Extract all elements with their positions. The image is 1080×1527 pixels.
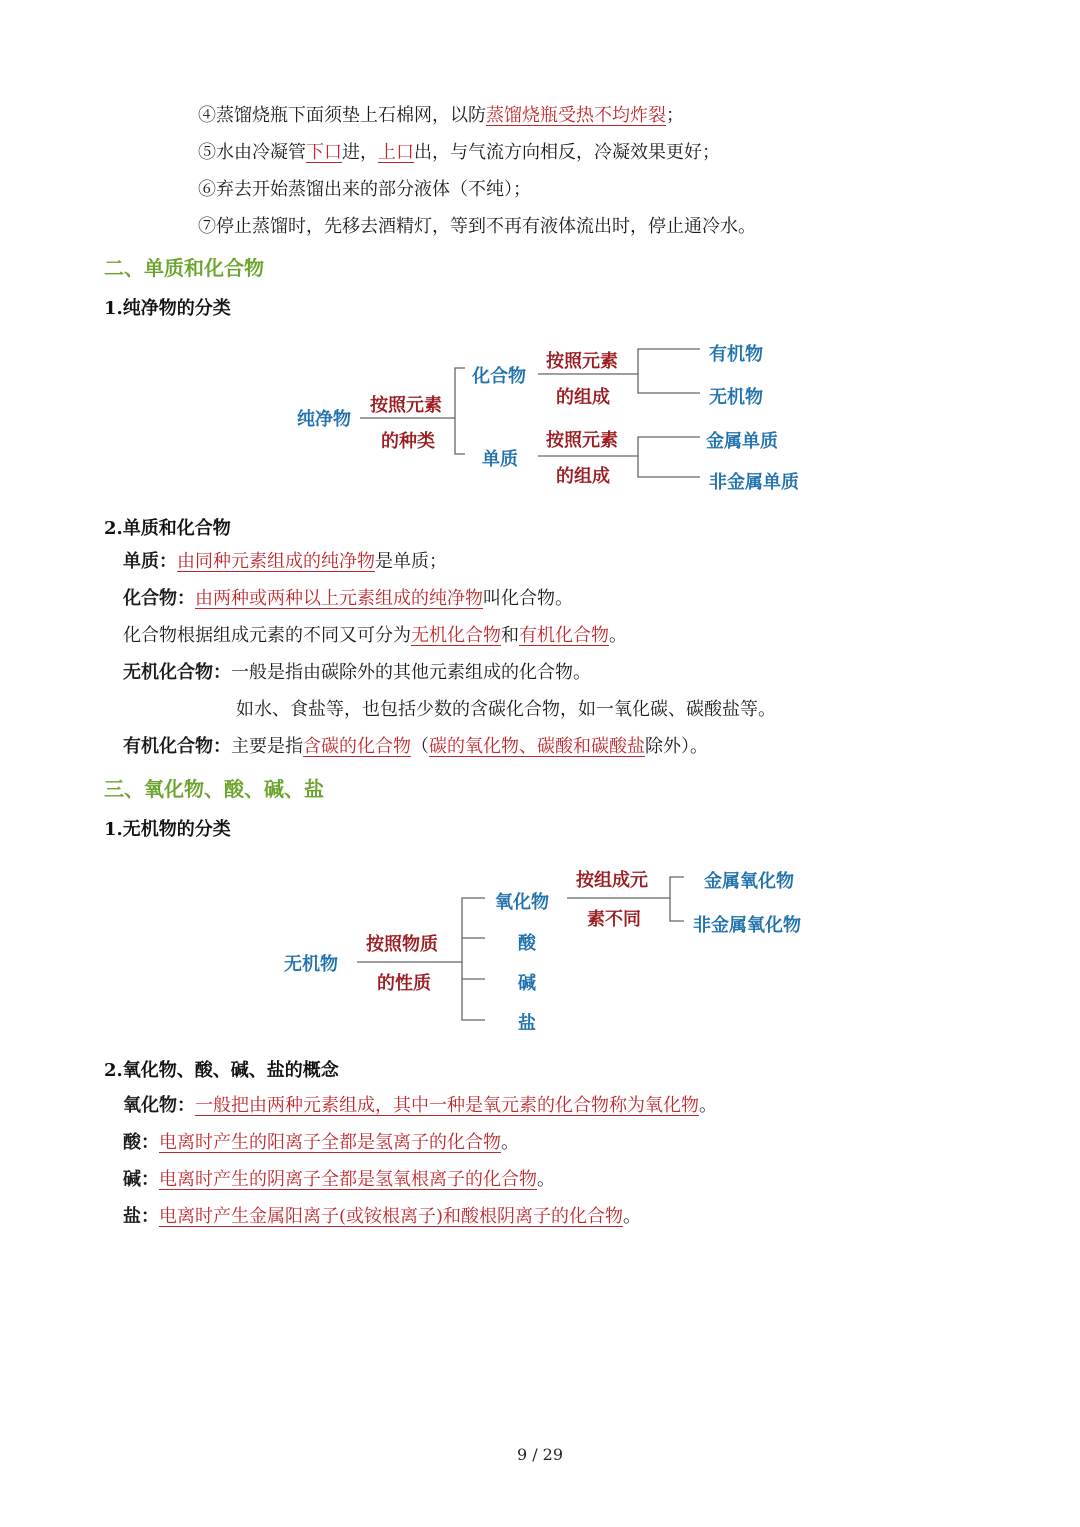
- section-3-sub1: 1.无机物的分类: [104, 819, 231, 840]
- compound-types-end: 。: [609, 625, 627, 646]
- def-acid-label: 酸：: [123, 1132, 159, 1153]
- def-oxide: [123, 1093, 717, 1119]
- step-4-key: 蒸馏烧瓶受热不均炸裂: [486, 105, 666, 126]
- step-5: [198, 140, 720, 166]
- d1-element-criteria-bottom: 的组成: [556, 466, 610, 487]
- d1-metal: 金属单质: [706, 431, 778, 452]
- def-base-key: 电离时产生的阴离子全都是氢氧根离子的化合物: [159, 1169, 537, 1190]
- d1-organic: 有机物: [709, 344, 763, 365]
- d1-criteria-top: 按照元素: [370, 395, 442, 416]
- section-2-sub2: 2.单质和化合物: [104, 518, 231, 539]
- d1-nonmetal: 非金属单质: [709, 472, 799, 493]
- compound-types: [123, 623, 627, 649]
- def-element-key: 由同种元素组成的纯净物: [177, 551, 375, 572]
- def-organic-end: 除外）。: [645, 736, 708, 757]
- def-organic-key1: 含碳的化合物: [303, 736, 411, 757]
- step-4-end: ；: [666, 105, 684, 126]
- section-2-sub1: 1.纯净物的分类: [104, 298, 231, 319]
- def-element-label: 单质：: [123, 551, 177, 572]
- def-oxide-key: 一般把由两种元素组成，其中一种是氧元素的化合物称为氧化物: [195, 1095, 699, 1116]
- def-acid: [123, 1130, 519, 1156]
- def-salt: [123, 1204, 641, 1230]
- def-element: [123, 549, 447, 575]
- d2-base: 碱: [518, 973, 536, 994]
- def-base-label: 碱：: [123, 1169, 159, 1190]
- step-5-key1: 下口: [306, 142, 342, 163]
- compound-types-key1: 无机化合物: [411, 625, 501, 646]
- d2-oxide-criteria-bottom: 素不同: [587, 909, 641, 930]
- def-inorganic-label: 无机化合物：: [123, 662, 231, 683]
- compound-types-and: 和: [501, 625, 519, 646]
- step-5-text: ⑤水由冷凝管: [198, 142, 306, 163]
- def-compound-tail: 叫化合物。: [483, 588, 573, 609]
- d1-compound: 化合物: [472, 366, 526, 387]
- d2-acid: 酸: [518, 933, 536, 954]
- section-3-title: 三、氧化物、酸、碱、盐: [104, 777, 324, 801]
- step-7: ⑦停止蒸馏时，先移去酒精灯，等到不再有液体流出时，停止通冷水。: [198, 216, 756, 237]
- d1-compound-criteria-top: 按照元素: [546, 351, 618, 372]
- def-salt-tail: 。: [623, 1206, 642, 1227]
- def-base: [123, 1167, 555, 1193]
- def-inorganic: [123, 660, 591, 686]
- def-salt-key: 电离时产生金属阳离子(或铵根离子)和酸根阴离子的化合物: [159, 1206, 624, 1227]
- step-4-text: ④蒸馏烧瓶下面须垫上石棉网，以防: [198, 105, 486, 126]
- d2-oxide-criteria-top: 按组成元: [576, 870, 648, 891]
- d1-compound-criteria-bottom: 的组成: [556, 387, 610, 408]
- step-6: ⑥弃去开始蒸馏出来的部分液体（不纯）；: [198, 179, 531, 200]
- page-number: 9 / 29: [516, 1445, 564, 1464]
- d2-nonmetal-oxide: 非金属氧化物: [693, 915, 801, 936]
- d2-criteria-top: 按照物质: [366, 934, 438, 955]
- section-2-title: 二、单质和化合物: [104, 256, 264, 280]
- def-oxide-label: 氧化物：: [123, 1095, 195, 1116]
- def-organic-key2: 碳的氧化物、碳酸和碳酸盐: [429, 736, 645, 757]
- step-5-key2: 上口: [378, 142, 414, 163]
- def-compound-key: 由两种或两种以上元素组成的纯净物: [195, 588, 483, 609]
- def-compound-label: 化合物：: [123, 588, 195, 609]
- d1-criteria-bottom: 的种类: [381, 431, 435, 452]
- def-inorganic-examples: 如水、食盐等，也包括少数的含碳化合物，如一氧化碳、碳酸盐等。: [236, 699, 776, 720]
- def-acid-key: 电离时产生的阳离子全都是氢离子的化合物: [159, 1132, 501, 1153]
- d2-salt: 盐: [518, 1013, 536, 1034]
- def-organic: [123, 734, 708, 760]
- step-4: [198, 103, 684, 129]
- section-3-sub2: 2.氧化物、酸、碱、盐的概念: [104, 1060, 339, 1081]
- def-base-tail: 。: [537, 1169, 555, 1190]
- d2-root: 无机物: [284, 954, 338, 975]
- def-organic-paren: （: [411, 736, 429, 757]
- d2-metal-oxide: 金属氧化物: [704, 871, 794, 892]
- step-5-end: 出，与气流方向相反，冷凝效果更好；: [414, 142, 720, 163]
- d2-criteria-bottom: 的性质: [377, 973, 431, 994]
- d1-element: 单质: [482, 449, 518, 470]
- def-compound: [123, 586, 573, 612]
- compound-types-text: 化合物根据组成元素的不同又可分为: [123, 625, 411, 646]
- d2-oxide: 氧化物: [495, 892, 549, 913]
- d1-root: 纯净物: [297, 409, 351, 430]
- def-acid-tail: 。: [501, 1132, 519, 1153]
- compound-types-key2: 有机化合物: [519, 625, 609, 646]
- d1-inorganic: 无机物: [709, 387, 763, 408]
- def-inorganic-text: 一般是指由碳除外的其他元素组成的化合物。: [231, 662, 591, 683]
- step-5-mid: 进，: [342, 142, 378, 163]
- def-organic-label: 有机化合物：: [123, 736, 231, 757]
- def-oxide-tail: 。: [699, 1095, 717, 1116]
- def-element-tail: 是单质；: [375, 551, 447, 572]
- def-organic-text: 主要是指: [231, 736, 303, 757]
- d1-element-criteria-top: 按照元素: [546, 430, 618, 451]
- def-salt-label: 盐：: [123, 1206, 159, 1227]
